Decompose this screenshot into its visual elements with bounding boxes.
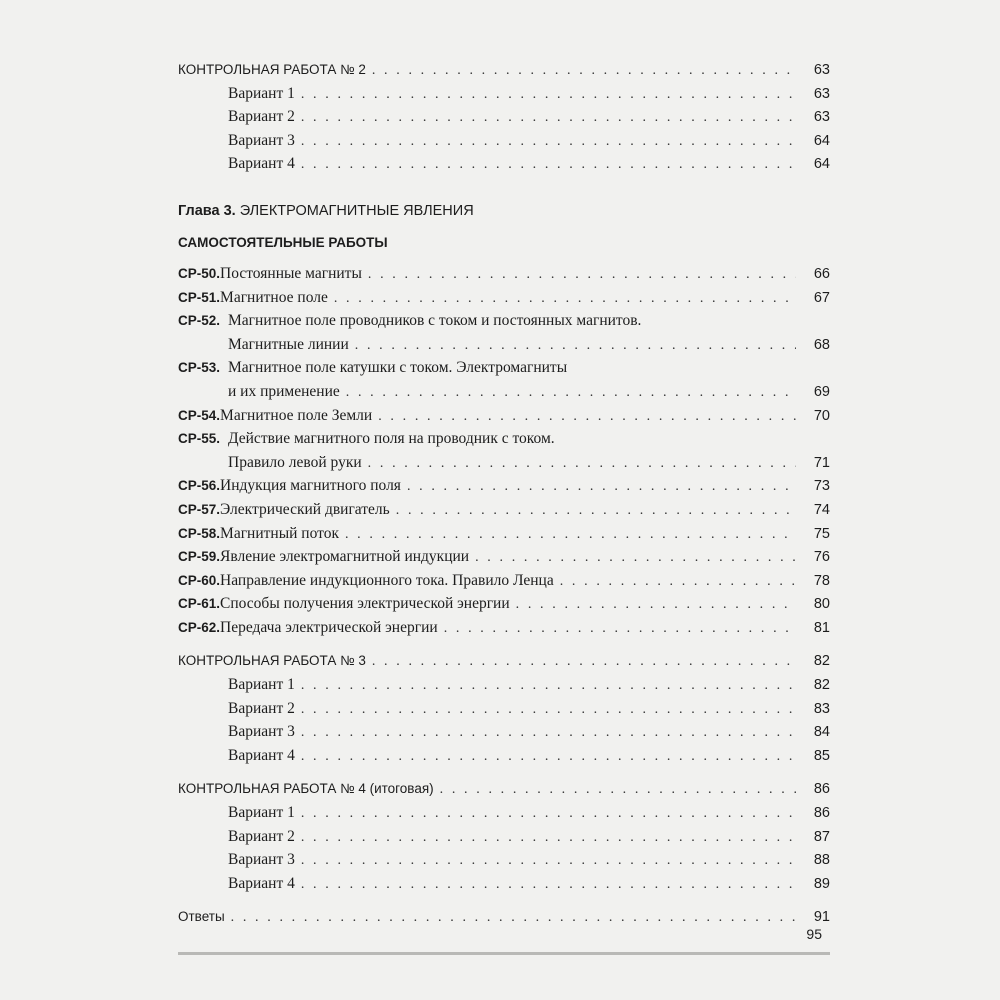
variant-page: 89 <box>813 875 830 892</box>
variant-page: 63 <box>813 85 830 102</box>
variant-label: Вариант 2 <box>228 827 295 845</box>
work-code: СР-62. <box>178 619 221 635</box>
leader-dots <box>301 106 796 130</box>
variant-page: 88 <box>813 852 830 869</box>
work-page: 66 <box>813 265 830 282</box>
leader-dots <box>301 674 796 698</box>
variant-label: Вариант 3 <box>228 131 295 149</box>
toc-entry-work[interactable] <box>178 427 830 451</box>
work-title: Магнитное поле катушки с током. Электромагниты <box>228 359 568 377</box>
leader-dots <box>378 405 796 429</box>
toc-entry-work[interactable] <box>178 592 830 616</box>
answers-label: Ответы <box>178 909 225 925</box>
work-page: 70 <box>813 407 830 424</box>
work-page: 78 <box>813 572 830 589</box>
leader-dots <box>407 475 796 499</box>
toc-entry-variant[interactable] <box>178 872 830 896</box>
leader-dots <box>301 698 796 722</box>
toc-entry-variant[interactable] <box>178 129 830 153</box>
variant-label: Вариант 2 <box>228 699 295 717</box>
work-code: СР-59. <box>178 549 221 565</box>
leader-dots <box>444 617 796 641</box>
leader-dots <box>440 778 796 802</box>
work-code: СР-55. <box>178 431 221 447</box>
work-code: СР-53. <box>178 360 221 376</box>
work-code: СР-52. <box>178 313 221 329</box>
work-title: Магнитное поле проводников с током и постоянных магнитов. <box>228 312 642 330</box>
toc-entry-variant[interactable] <box>178 825 830 849</box>
toc-entry-work[interactable] <box>178 356 830 380</box>
variant-label: Вариант 1 <box>228 676 295 694</box>
work-page: 71 <box>813 454 830 471</box>
leader-dots <box>475 546 796 570</box>
toc-entry-work[interactable] <box>178 498 830 522</box>
variant-page: 87 <box>813 828 830 845</box>
work-title: Магнитное поле <box>220 288 328 306</box>
work-page: 67 <box>813 289 830 306</box>
toc-entry-answers[interactable] <box>178 905 830 929</box>
toc-entry-variant[interactable] <box>178 673 830 697</box>
toc-entry-variant[interactable] <box>178 152 830 176</box>
toc-entry-variant[interactable] <box>178 801 830 825</box>
footer-rule <box>178 952 830 955</box>
toc-entry-work[interactable] <box>178 545 830 569</box>
variant-page: 82 <box>813 677 830 694</box>
leader-dots <box>301 873 796 897</box>
work-page: 80 <box>813 596 830 613</box>
leader-dots <box>368 452 796 476</box>
work-code: СР-58. <box>178 525 221 541</box>
kr3-page: 82 <box>813 653 830 670</box>
kr2-title: КОНТРОЛЬНАЯ РАБОТА № 2 <box>178 62 366 77</box>
variant-page: 86 <box>813 805 830 822</box>
work-title: Действие магнитного поля на проводник с током. <box>228 430 555 448</box>
variant-page: 85 <box>813 747 830 764</box>
variant-label: Вариант 4 <box>228 874 295 892</box>
variant-page: 84 <box>813 724 830 741</box>
leader-dots <box>301 153 796 177</box>
leader-dots <box>334 287 796 311</box>
leader-dots <box>345 523 796 547</box>
kr3-variants <box>178 673 830 767</box>
toc-entry-work[interactable] <box>178 522 830 546</box>
work-code: СР-54. <box>178 407 221 423</box>
page-number: 95 <box>806 926 822 942</box>
toc-entry-variant[interactable] <box>178 105 830 129</box>
leader-dots <box>372 650 796 674</box>
toc-entry-work[interactable] <box>178 262 830 286</box>
variant-page: 64 <box>813 132 830 149</box>
leader-dots <box>560 570 796 594</box>
chapter-prefix: Глава 3. <box>178 202 236 219</box>
work-title: Магнитный поток <box>220 524 339 542</box>
kr4-title: КОНТРОЛЬНАЯ РАБОТА № 4 (итоговая) <box>178 781 434 797</box>
leader-dots <box>396 499 796 523</box>
work-title: Правило левой руки <box>228 453 362 471</box>
toc-entry-work[interactable] <box>178 333 830 357</box>
kr4-page: 86 <box>813 781 830 798</box>
variant-label: Вариант 3 <box>228 851 295 869</box>
variant-page: 83 <box>813 700 830 717</box>
table-of-contents <box>178 58 830 929</box>
kr3-title: КОНТРОЛЬНАЯ РАБОТА № 3 <box>178 653 366 669</box>
toc-entry-variant[interactable] <box>178 848 830 872</box>
kr2-variants <box>178 82 830 176</box>
leader-dots <box>301 802 796 826</box>
toc-entry-kr3[interactable] <box>178 649 830 673</box>
leader-dots <box>301 721 796 745</box>
answers-page: 91 <box>813 909 830 926</box>
work-code: СР-60. <box>178 572 221 588</box>
toc-entry-variant[interactable] <box>178 697 830 721</box>
toc-entry-work[interactable] <box>178 286 830 310</box>
toc-entry-variant[interactable] <box>178 720 830 744</box>
variant-label: Вариант 2 <box>228 108 295 126</box>
toc-entry-variant[interactable] <box>178 744 830 768</box>
toc-entry-work[interactable] <box>178 380 830 404</box>
work-title: Способы получения электрической энергии <box>220 595 510 613</box>
work-page: 69 <box>813 383 830 400</box>
leader-dots <box>301 745 796 769</box>
work-title: Магнитные линии <box>228 335 349 353</box>
work-title: Индукция магнитного поля <box>220 477 401 495</box>
leader-dots <box>301 83 796 107</box>
toc-entry-kr2[interactable] <box>178 58 830 82</box>
leader-dots <box>301 849 796 873</box>
leader-dots <box>368 263 796 287</box>
leader-dots <box>372 59 796 83</box>
toc-entry-work[interactable] <box>178 474 830 498</box>
variant-page: 63 <box>813 109 830 126</box>
variant-label: Вариант 1 <box>228 84 295 102</box>
work-code: СР-57. <box>178 501 221 517</box>
work-title: Явление электромагнитной индукции <box>220 548 470 566</box>
work-code: СР-51. <box>178 289 221 305</box>
work-page: 75 <box>813 525 830 542</box>
toc-entry-kr4[interactable] <box>178 777 830 801</box>
work-title: Постоянные магниты <box>220 264 362 282</box>
toc-entry-work[interactable] <box>178 569 830 593</box>
kr4-variants <box>178 801 830 895</box>
leader-dots <box>301 826 796 850</box>
variant-label: Вариант 4 <box>228 746 295 764</box>
work-code: СР-56. <box>178 478 221 494</box>
toc-entry-work[interactable] <box>178 404 830 428</box>
work-page: 74 <box>813 501 830 518</box>
work-title: Электрический двигатель <box>220 500 390 518</box>
toc-entry-work[interactable] <box>178 309 830 333</box>
variant-label: Вариант 3 <box>228 723 295 741</box>
kr2-page: 63 <box>813 62 830 78</box>
work-title: и их применение <box>228 382 340 400</box>
variant-page: 64 <box>813 156 830 173</box>
leader-dots <box>231 906 796 930</box>
leader-dots <box>301 130 796 154</box>
chapter-heading <box>178 198 830 224</box>
work-page: 81 <box>813 619 830 636</box>
works-list <box>178 262 830 640</box>
section-title: САМОСТОЯТЕЛЬНЫЕ РАБОТЫ <box>178 234 388 250</box>
work-title: Направление индукционного тока. Правило Ленца <box>220 571 554 589</box>
work-code: СР-50. <box>178 265 221 281</box>
toc-entry-work[interactable] <box>178 616 830 640</box>
chapter-title: ЭЛЕКТРОМАГНИТНЫЕ ЯВЛЕНИЯ <box>239 202 474 219</box>
leader-dots <box>516 593 796 617</box>
leader-dots <box>346 381 796 405</box>
toc-entry-work[interactable] <box>178 451 830 475</box>
leader-dots <box>355 334 796 358</box>
variant-label: Вариант 1 <box>228 804 295 822</box>
work-page: 73 <box>813 478 830 495</box>
work-code: СР-61. <box>178 596 221 612</box>
variant-label: Вариант 4 <box>228 155 295 173</box>
toc-entry-variant[interactable] <box>178 82 830 106</box>
work-page: 76 <box>813 549 830 566</box>
work-title: Магнитное поле Земли <box>220 406 373 424</box>
work-title: Передача электрической энергии <box>220 618 438 636</box>
work-page: 68 <box>813 336 830 353</box>
